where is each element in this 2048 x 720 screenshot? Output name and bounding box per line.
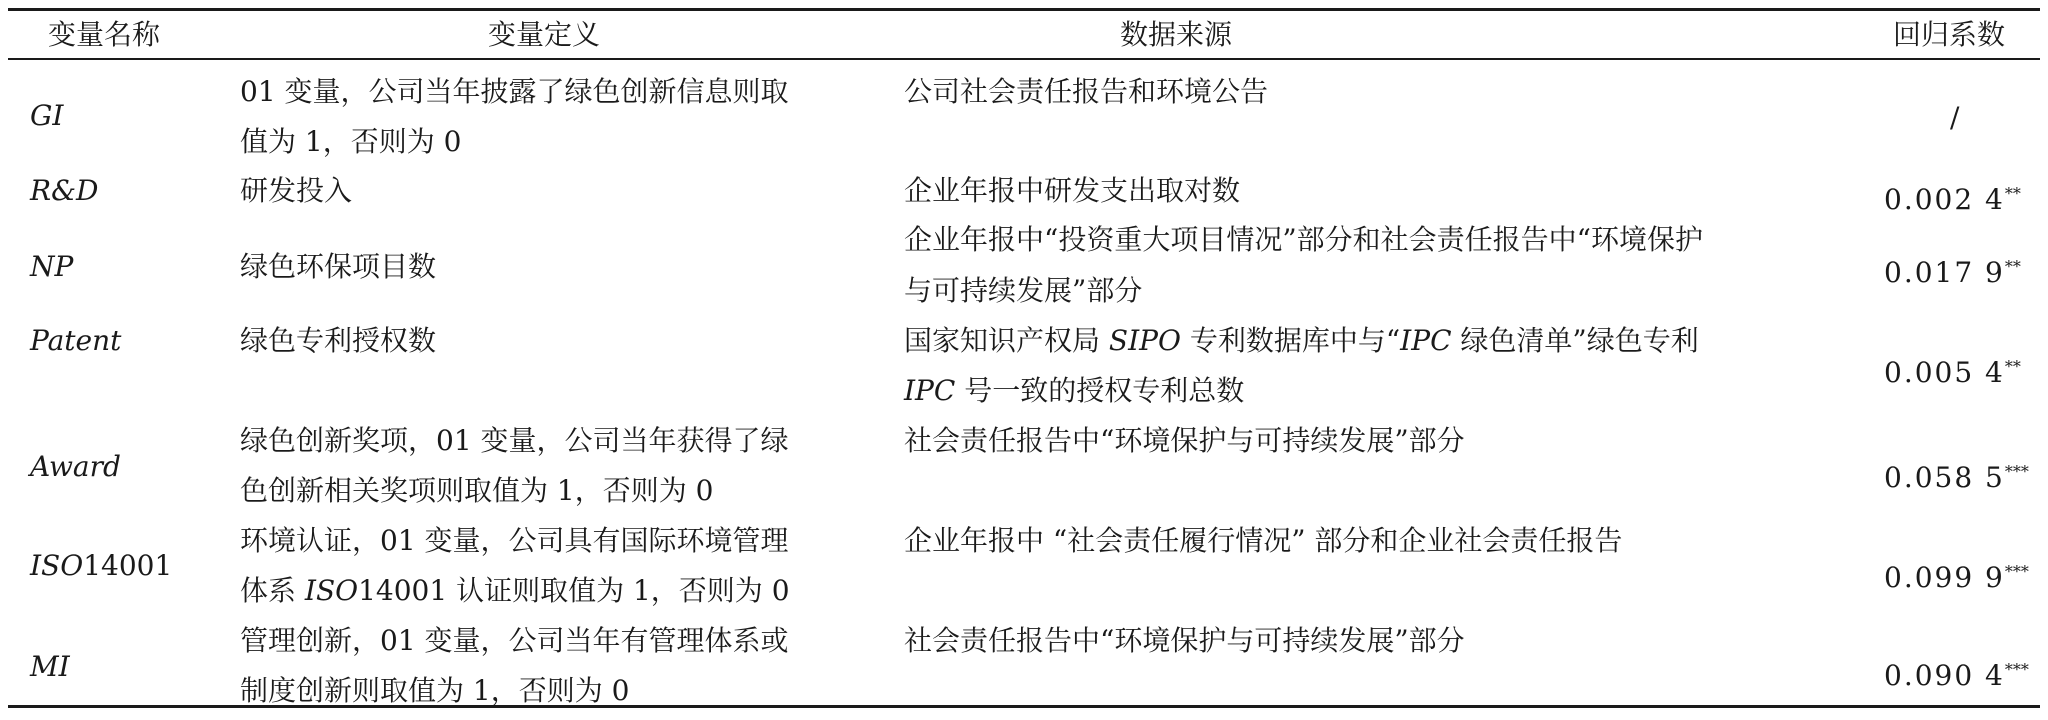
- table-header-rule: [8, 58, 2040, 60]
- row-iso14001-definition-line1: 环境认证，01 变量，公司具有国际环境管理: [240, 524, 789, 557]
- row-mi-significance: ***: [2004, 660, 2029, 679]
- row-patent-coef-value: 0.005 4: [1884, 356, 2005, 389]
- row-rd-source: 企业年报中研发支出取对数: [904, 174, 1241, 207]
- row-rd-significance: **: [2004, 184, 2021, 203]
- table-top-rule: [8, 8, 2040, 11]
- row-np-coef: [1884, 241, 2021, 298]
- header-variable-name: 变量名称: [48, 18, 161, 51]
- header-variable-definition: 变量定义: [488, 18, 601, 51]
- row-gi-source: 公司社会责任报告和环境公告: [904, 75, 1269, 108]
- row-mi-source: 社会责任报告中“环境保护与可持续发展”部分: [904, 624, 1465, 657]
- row-patent-coef: [1884, 341, 2021, 398]
- row-award-coef: [1884, 446, 2029, 503]
- variable-table: [8, 8, 2040, 708]
- row-mi-variable: MI: [30, 650, 70, 683]
- row-np-coef-value: 0.017 9: [1884, 256, 2005, 289]
- row-patent-significance: **: [2004, 357, 2021, 376]
- row-mi-definition-line2: 制度创新则取值为 1，否则为 0: [240, 674, 630, 707]
- row-gi-definition-line1: 01 变量，公司当年披露了绿色创新信息则取: [240, 75, 789, 108]
- row-award-significance: ***: [2004, 462, 2029, 481]
- header-regression-coef: 回归系数: [1893, 18, 2006, 51]
- row-np-source-line2: 与可持续发展”部分: [904, 274, 1143, 307]
- row-mi-coef-value: 0.090 4: [1884, 659, 2005, 692]
- row-award-definition-line2: 色创新相关奖项则取值为 1，否则为 0: [240, 474, 714, 507]
- row-np-significance: **: [2004, 257, 2021, 276]
- row-iso14001-definition-line2: 体系 ISO14001 认证则取值为 1，否则为 0: [240, 574, 790, 607]
- row-np-definition: 绿色环保项目数: [240, 250, 437, 283]
- row-patent-source-line2: IPC 号一致的授权专利总数: [904, 374, 1245, 407]
- row-iso14001-variable: ISO14001: [30, 549, 173, 582]
- row-award-coef-value: 0.058 5: [1884, 461, 2005, 494]
- header-data-source: 数据来源: [1120, 18, 1233, 51]
- row-rd-coef-value: 0.002 4: [1884, 183, 2005, 216]
- row-iso14001-coef: [1884, 546, 2029, 603]
- row-iso14001-source: 企业年报中 “社会责任履行情况” 部分和企业社会责任报告: [904, 524, 1623, 557]
- row-np-variable: NP: [30, 250, 74, 283]
- row-gi-coef: /: [1950, 101, 1960, 134]
- row-mi-coef: [1884, 644, 2029, 701]
- row-award-variable: Award: [30, 450, 121, 483]
- row-np-source-line1: 企业年报中“投资重大项目情况”部分和社会责任报告中“环境保护: [904, 223, 1703, 256]
- row-mi-definition-line1: 管理创新，01 变量，公司当年有管理体系或: [240, 624, 789, 657]
- row-patent-variable: Patent: [30, 324, 122, 357]
- row-iso14001-significance: ***: [2004, 562, 2029, 581]
- row-rd-coef: [1884, 168, 2021, 225]
- row-patent-definition: 绿色专利授权数: [240, 324, 437, 357]
- row-gi-definition-line2: 值为 1，否则为 0: [240, 125, 462, 158]
- row-gi-variable: GI: [30, 99, 64, 132]
- row-award-definition-line1: 绿色创新奖项，01 变量，公司当年获得了绿: [240, 424, 789, 457]
- row-rd-variable: R&D: [30, 174, 99, 207]
- row-award-source: 社会责任报告中“环境保护与可持续发展”部分: [904, 424, 1465, 457]
- row-patent-source-line1: 国家知识产权局 SIPO 专利数据库中与“IPC 绿色清单”绿色专利: [904, 324, 1699, 357]
- row-iso14001-coef-value: 0.099 9: [1884, 561, 2005, 594]
- row-rd-definition: 研发投入: [240, 174, 353, 207]
